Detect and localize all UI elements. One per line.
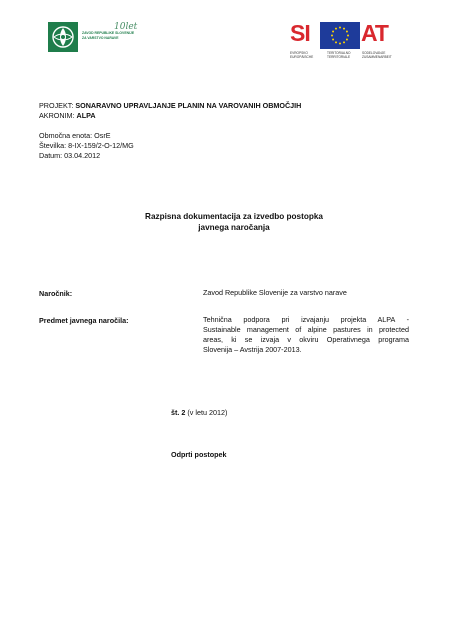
siat-logo-si: SI	[290, 20, 310, 46]
project-info	[39, 101, 301, 161]
procedure-type: Odprti postopek	[171, 450, 227, 459]
caption-text: ZUSAMMENARBEIT	[362, 55, 392, 59]
eu-star	[331, 35, 333, 37]
caption-text: EVROPSKO	[290, 51, 308, 55]
procurement-number-bold: št. 2	[171, 408, 186, 417]
eu-star	[347, 35, 349, 37]
eu-star	[339, 27, 341, 29]
document-title-line2: javnega naročanja	[198, 223, 270, 232]
date-line: Datum: 03.04.2012	[39, 151, 101, 160]
eu-star	[339, 43, 341, 45]
client-label: Naročnik:	[39, 289, 73, 298]
siat-logo-at: AT	[361, 20, 388, 46]
eu-star	[346, 31, 348, 33]
eu-flag-icon	[320, 22, 360, 49]
acronym-value: ALPA	[76, 111, 96, 120]
caption-text: SODELOVANJE	[362, 51, 386, 55]
siat-logo	[290, 22, 406, 62]
procurement-number	[171, 408, 227, 417]
subject-line: Tehnična podpora pri izvajanju projekta ALPA -	[203, 315, 409, 324]
siat-caption-col2	[327, 51, 351, 59]
eu-star	[343, 28, 345, 30]
acronym-prefix: AKRONIM:	[39, 111, 77, 120]
anniversary-mark: 10let	[114, 22, 138, 32]
caption-text: EUROPÄISCHE	[290, 55, 314, 59]
project-prefix: PROJEKT:	[39, 101, 76, 110]
document-title	[120, 211, 348, 233]
unit-line: Območna enota: OsrE	[39, 131, 111, 140]
project-line	[39, 101, 301, 111]
eu-star	[335, 41, 337, 43]
procurement-number-rest: (v letu 2012)	[185, 408, 228, 417]
zrsvn-logo	[48, 22, 148, 58]
siat-caption-col3	[362, 51, 392, 59]
caption-text: TERITORIALNO	[327, 51, 351, 55]
leaf-emblem-icon	[48, 22, 78, 52]
eu-star	[343, 41, 345, 43]
number-line: Številka: 8-IX-159/2-O-12/MG	[39, 141, 134, 150]
subject-line: Sustainable management of alpine pastures in protected	[203, 325, 409, 334]
project-name: SONARAVNO UPRAVLJANJE PLANIN NA VAROVANIH OBMOČJIH	[75, 101, 302, 110]
zrsvn-logo-line2: ZA VARSTVO NARAVE	[82, 35, 119, 40]
acronym-line	[39, 111, 301, 121]
eu-star	[332, 31, 334, 33]
caption-text: TERRITORIALE	[327, 55, 351, 59]
subject-label: Predmet javnega naročila:	[39, 316, 129, 325]
subject-value	[203, 315, 409, 355]
eu-star	[335, 28, 337, 30]
subject-line: areas, ki se izvaja v okviru Operativnega programa	[203, 335, 409, 344]
client-value: Zavod Republike Slovenije za varstvo narave	[203, 288, 347, 297]
document-title-line1: Razpisna dokumentacija za izvedbo postopka	[145, 212, 323, 221]
subject-line: Slovenija – Avstrija 2007-2013.	[203, 345, 302, 354]
zrsvn-logo-line1: ZAVOD REPUBLIKE SLOVENIJE	[82, 31, 135, 35]
siat-caption-col1	[290, 51, 313, 59]
eu-star	[332, 39, 334, 41]
eu-star	[346, 39, 348, 41]
zrsvn-logo-text	[82, 31, 134, 40]
